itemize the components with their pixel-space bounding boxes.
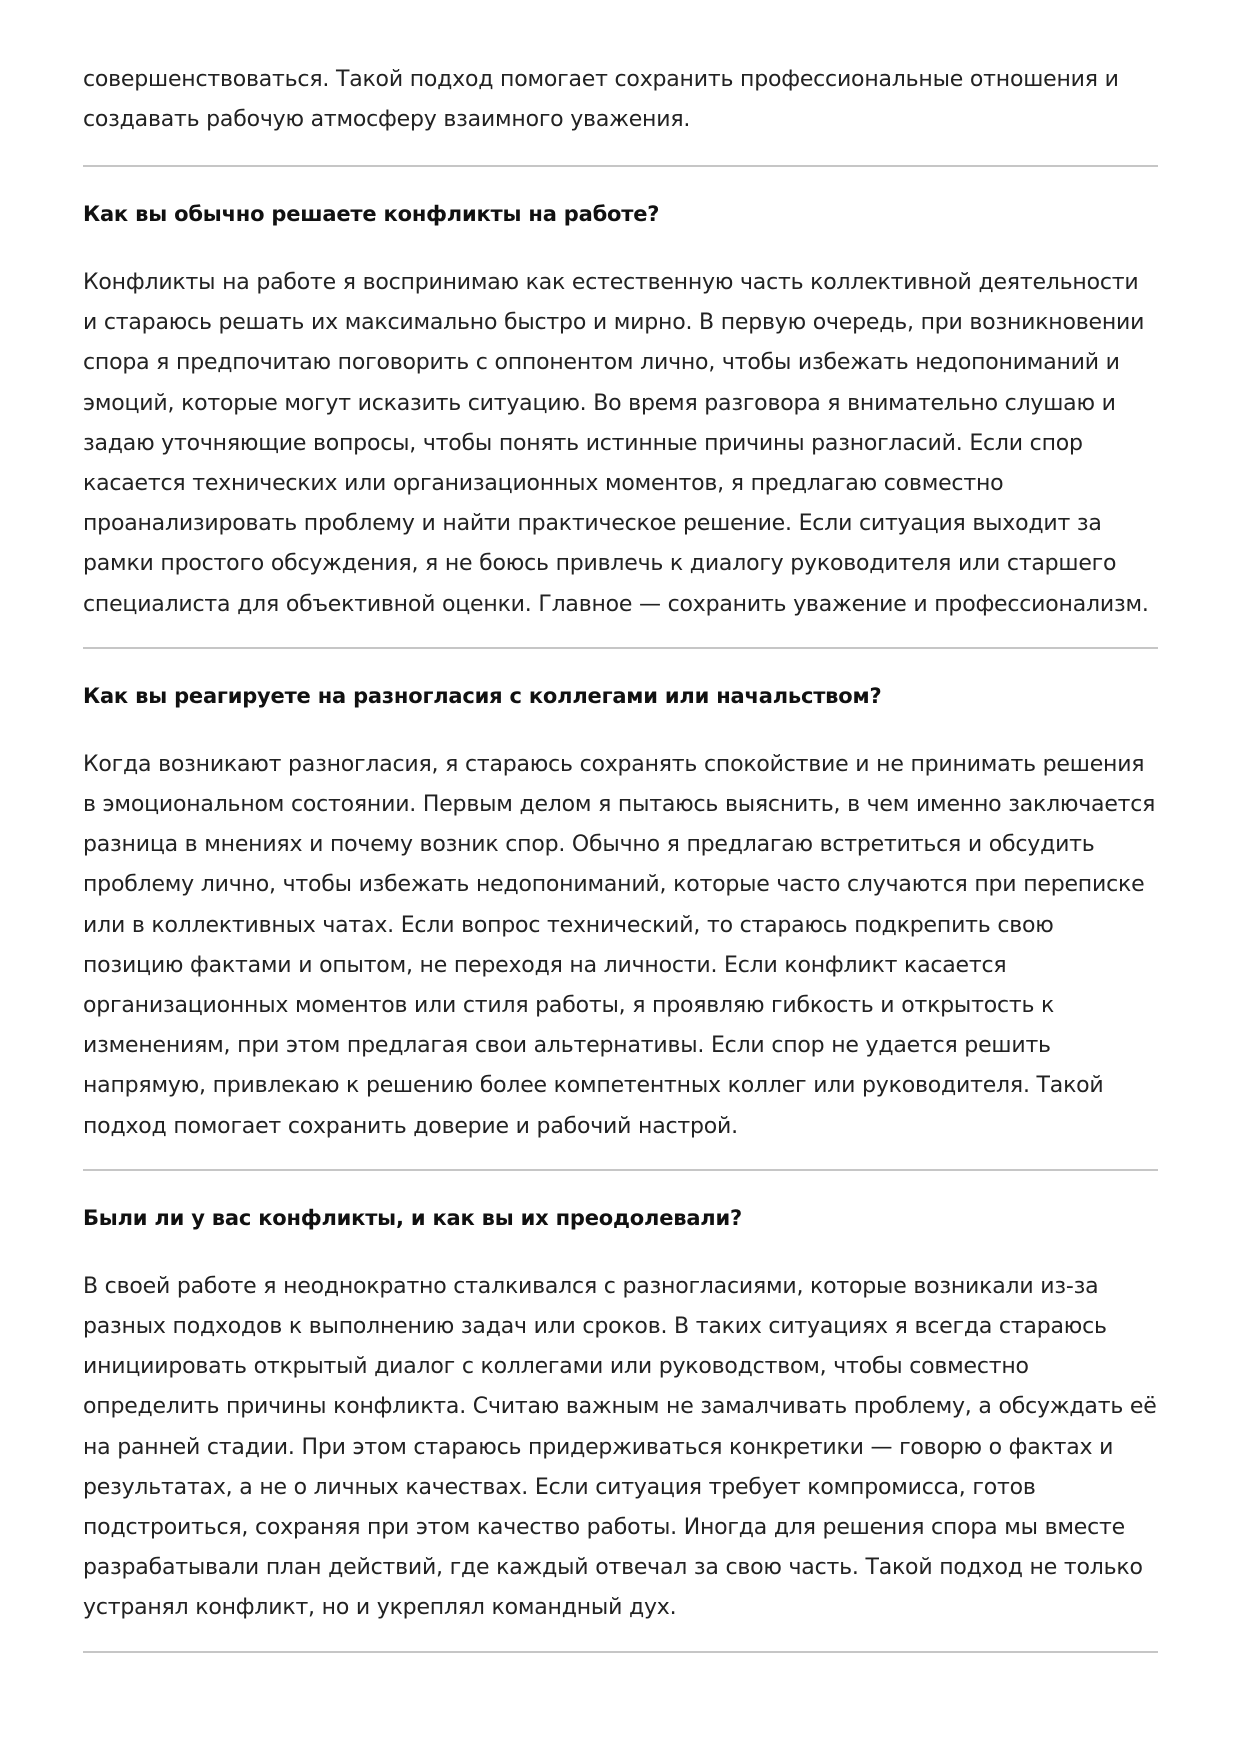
intro-paragraph: совершенствоваться. Такой подход помогает сохранить профессиональные отношения и создавать рабочую атмосферу взаимного уважения.: [83, 67, 1119, 132]
question-heading: Как вы обычно решаете конфликты на работе?: [83, 202, 660, 226]
section-divider: [83, 647, 1158, 649]
question-heading: Были ли у вас конфликты, и как вы их преодолевали?: [83, 1205, 742, 1230]
qa-section-disagreements: [83, 681, 1158, 1171]
question-heading: Как вы реагируете на разногласия с коллегами или начальством?: [83, 683, 882, 708]
section-divider: [83, 1651, 1158, 1653]
answer-paragraph: Конфликты на работе я воспринимаю как естественную часть коллективной деятельности и стараюсь решать их максимально быстро и мирно. В первую очередь, при возникновении спора я предпочитаю поговорить с оппонентом лично, чтобы избежать недопониманий и эмоций, которые могут исказить ситуацию. Во время разговора я внимательно слушаю и задаю уточняющие вопросы, чтобы понять истинные причины разногласий. Если спор касается технических или организационных моментов, я предлагаю совместно проанализировать проблему и найти практическое решение. Если ситуация выходит за рамки простого обсуждения, я не боюсь привлечь к диалогу руководителя или старшего специалиста для объективной оценки. Главное — сохранить уважение и профессионализм.: [83, 270, 1149, 617]
qa-section-conflict-resolution: [83, 199, 1158, 649]
section-divider: [83, 1169, 1158, 1171]
qa-section-past-conflicts: [83, 1203, 1158, 1653]
answer-paragraph: Когда возникают разногласия, я стараюсь сохранять спокойствие и не принимать решения в эмоциональном состоянии. Первым делом я пытаюсь выяснить, в чем именно заключается разница в мнениях и почему возник спор. Обычно я предлагаю встретиться и обсудить проблему лично, чтобы избежать недопониманий, которые часто случаются при переписке или в коллективных чатах. Если вопрос технический, то стараюсь подкрепить свою позицию фактами и опытом, не переходя на личности. Если конфликт касается организационных моментов или стиля работы, я проявляю гибкость и открытость к изменениям, при этом предлагая свои альтернативы. Если спор не удается решить напрямую, привлекаю к решению более компетентных коллег или руководителя. Такой подход помогает сохранить доверие и рабочий настрой.: [83, 751, 1156, 1139]
section-divider: [83, 165, 1158, 167]
answer-paragraph: В своей работе я неоднократно сталкивался с разногласиями, которые возникали из-за разных подходов к выполнению задач или сроков. В таких ситуациях я всегда стараюсь инициировать открытый диалог с коллегами или руководством, чтобы совместно определить причины конфликта. Считаю важным не замалчивать проблему, а обсуждать её на ранней стадии. При этом стараюсь придерживаться конкретики — говорю о фактах и результатах, а не о личных качествах. Если ситуация требует компромисса, готов подстроиться, сохраняя при этом качество работы. Иногда для решения спора мы вместе разрабатывали план действий, где каждый отвечал за свою часть. Такой подход не только устранял конфликт, но и укреплял командный дух.: [83, 1273, 1157, 1621]
document-page: [83, 60, 1158, 1653]
